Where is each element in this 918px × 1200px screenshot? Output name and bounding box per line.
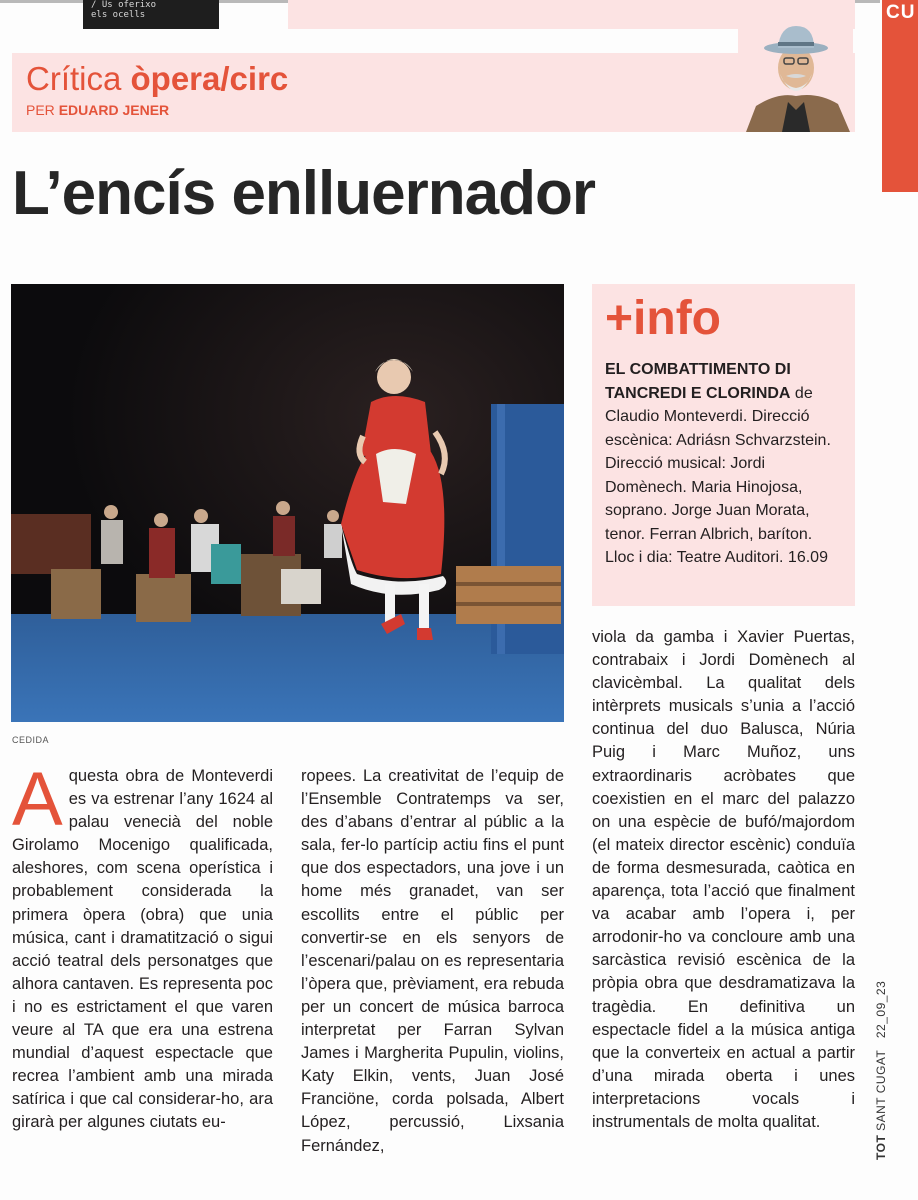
headline: L’encís enlluernador — [12, 159, 595, 228]
footer-date: 22_09_23 — [874, 980, 888, 1039]
article-text: questa obra de Monteverdi es va estrenar l’any 1624 al palau venecià del noble Girolamo Mocenigo qualificada, aleshores, com scena operística i probablement considerada la primera òpera (obra) que unia música, cant i dramatització o sigui acció teatral dels personatges que alhora cantaven. Es representa poc i no es estrictament el que varen veure al TA que era una estrena mundial d’aquest espectacle que recrea l’ambient amb una mirada satírica i que cal considerar-ho, ara girarà per algunes ciutats eu- — [12, 767, 273, 1132]
section-header — [12, 53, 855, 132]
info-body — [605, 358, 845, 570]
section-title-prefix: Crítica — [26, 60, 131, 97]
previous-article-line: / Us oferixo — [91, 0, 157, 10]
article-text: ropees. La creativitat de l’equip de l’Ensemble Contratemps va ser, des d’abans d’entrar al públic a la sala, fer-lo partícip actiu fins el punt que dos espectadors, una jove i un home més granadet, van ser escollits entre el públic per convertir-se en els senyors de l’escenari/palau on es representaria l’òpera que, prèviament, era rebuda per un concert de música barroca interpretat per Farran Sylvan James i Margherita Pupulin, violins, Katy Elkin, vents, Juan José Franciöne, corda polsada, Albert López, percussió, Lixsania Fernández, — [301, 767, 564, 1155]
article-column-2 — [301, 765, 564, 1158]
drop-cap: A — [12, 757, 63, 842]
info-box — [592, 284, 855, 606]
stage-photo — [11, 284, 564, 722]
page-footer — [874, 981, 888, 1160]
photo-credit: CEDIDA — [12, 735, 50, 745]
byline — [26, 102, 169, 118]
author-photo — [738, 18, 853, 132]
previous-article-line: els ocells — [91, 10, 146, 20]
article-column-3 — [592, 626, 855, 1134]
side-tab-label: CU — [886, 2, 916, 23]
footer-brand-rest: SANT CUGAT — [874, 1049, 888, 1135]
section-side-tab — [882, 0, 918, 192]
info-details: de Claudio Monteverdi. Direcció escènica: Adriásn Schvarzstein. Direcció musical: Jordi Domènech. Maria Hinojosa, soprano. Jorge Juan Morata, tenor. Ferran Albrich, baríton. Lloc i dia: Teatre Auditori. 16.09 — [605, 384, 831, 566]
footer-brand: TOT — [874, 1134, 888, 1160]
byline-prefix: PER — [26, 102, 59, 118]
previous-article-image — [83, 0, 219, 29]
section-title — [26, 60, 288, 98]
author-name: EDUARD JENER — [58, 102, 170, 118]
article-text: viola da gamba i Xavier Puertas, contrabaix i Jordi Domènech al clavicèmbal. La qualitat dels intèrprets musicals s’unia a l’acció continua del duo Balusca, Núria Puig i Marc Muñoz, uns extraordinaris acròbates que coexistien en el marc del palazzo on una espècie de bufó/majordom (el mateix director escènic) conduïa de forma desmesurada, caòtica en aparença, tota l’acció que finalment va acabar amb l’opera i, per arrodonir-ho va concloure amb una sarcàstica revisió escènica de la pròpia obra que desdramatizava la tragèdia. En definitiva un espectacle fidel a la música antiga que la converteix en actual a partir d’una mirada oberta i unes interpretacions vocals i instrumentals de molta qualitat. — [592, 628, 855, 1131]
article-column-1 — [12, 757, 273, 1135]
section-title-genre: òpera/circ — [130, 60, 289, 97]
info-title: +info — [605, 292, 721, 345]
info-work-title: EL COMBATTIMENTO DI TANCREDI E CLORINDA — [605, 361, 791, 402]
